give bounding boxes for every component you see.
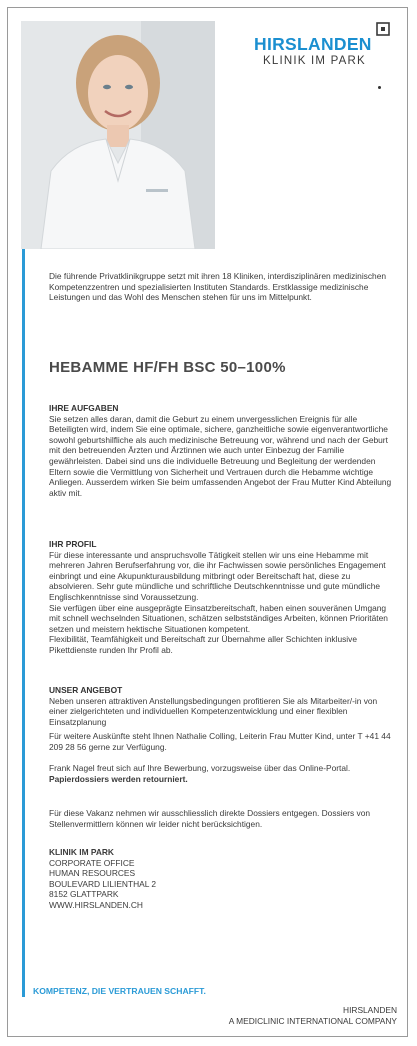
- contact-info: Für weitere Auskünfte steht Ihnen Nathalie Colling, Leiterin Frau Mutter Kind, unter T +41 44 209 28 56 gerne zur Verfügung.: [49, 731, 391, 752]
- section-heading: IHRE AUFGABEN: [49, 403, 119, 413]
- section-angebot: [49, 685, 397, 727]
- address-name: KLINIK IM PARK: [49, 847, 114, 857]
- section-aufgaben: [49, 403, 397, 498]
- footer: [229, 1005, 397, 1027]
- apply-text: Frank Nagel freut sich auf Ihre Bewerbung, vorzugsweise über das Online-Portal.: [49, 763, 351, 773]
- logo-title: HIRSLANDEN: [254, 34, 372, 54]
- tagline: KOMPETENZ, DIE VERTRAUEN SCHAFFT.: [33, 986, 206, 996]
- job-title: HEBAMME HF/FH BSC 50–100%: [49, 359, 286, 376]
- direct-dossiers-text: Für diese Vakanz nehmen wir ausschliesslich direkte Dossiers entgegen. Dossiers von Stellenvermittlern können wir leider nicht berücksichtigen.: [49, 808, 371, 829]
- logo-subtitle: KLINIK IM PARK: [263, 55, 366, 67]
- footer-company: A MEDICLINIC INTERNATIONAL COMPANY: [228, 1016, 397, 1026]
- intro-text: Die führende Privatklinikgruppe setzt mit ihren 18 Kliniken, interdisziplinären medizinischen Kompetenzzentren und spezialisierten Instituten Standards. Erstklassige medizinische Leistungen und das Wohl des Menschen stehen für uns im Mittelpunkt.: [49, 271, 387, 303]
- apply-block: [49, 763, 397, 784]
- footer-brand: HIRSLANDEN: [343, 1005, 397, 1015]
- address-line: BOULEVARD LILIENTHAL 2: [49, 878, 157, 889]
- section-heading: IHR PROFIL: [49, 539, 97, 549]
- section-text: Sie verfügen über eine ausgeprägte Einsatzbereitschaft, haben einen souveränen Umgang mit schnell wechselnden Situationen, schätzen selbstständiges Arbeiten, können Prioritäten setzen und meistern hektische Situationen kompetent.: [49, 602, 388, 634]
- apply-note: Papierdossiers werden retourniert.: [49, 773, 188, 784]
- section-text: Neben unseren attraktiven Anstellungsbedingungen profitieren Sie als Mitarbeiter/-in von einer zielgerichteten und individuellen Kompetenzentwicklung und einer flexiblen Einsatzplanung: [49, 695, 378, 727]
- section-profil: [49, 539, 397, 656]
- section-heading: UNSER ANGEBOT: [49, 685, 123, 695]
- hirslanden-logo: [254, 22, 394, 72]
- logo-mark-icon: [376, 22, 390, 36]
- website-link[interactable]: WWW.HIRSLANDEN.CH: [49, 899, 143, 910]
- section-text: Für diese interessante und anspruchsvolle Tätigkeit stellen wir uns eine Hebamme mit mehreren Jahren Berufserfahrung vor, die ihr Fachwissen sowie persönliches Engagement einbringt und eine Akupunkturausbildung mitbringt oder Bereitschaft hat, diese zu absolvieren. Sehr gute mündliche und schriftliche Deutschkenntnisse und gute mündliche Englischkenntnisse sind Voraussetzung.: [49, 549, 386, 602]
- section-text: Sie setzen alles daran, damit die Geburt zu einem unvergesslichen Ereignis für alle Beteiligten wird, indem Sie eine optimale, sichere, ganzheitliche sowie eigenverantwortliche sowohl geburtshilfliche als auch medizinische Betreuung vor, während und nach der Geburt mit den betreuenden Ärzten und Ärztinnen wie auch unter Einbezug der Familie gewährleisten. Dabei sind uns die individuelle Betreuung und Begleitung der werdenden Eltern sowie die Vermittlung von Sicherheit und Vertrauen durch die Hebamme wichtige Anliegen. Ausserdem wirken Sie beim umfassenden Angebot der Frau Mutter Kind Abteilung aktiv mit.: [49, 413, 392, 498]
- decorative-dot: [378, 86, 381, 89]
- address-block: [49, 847, 397, 911]
- address-line: CORPORATE OFFICE: [49, 857, 135, 868]
- accent-line: [22, 249, 25, 997]
- address-line: 8152 GLATTPARK: [49, 889, 119, 900]
- midwife-photo: [21, 21, 215, 249]
- section-text: Flexibilität, Teamfähigkeit und Bereitschaft zur Übernahme aller Schichten inklusive Pikettdienste runden Ihr Profil ab.: [49, 634, 358, 655]
- address-line: HUMAN RESOURCES: [49, 868, 136, 879]
